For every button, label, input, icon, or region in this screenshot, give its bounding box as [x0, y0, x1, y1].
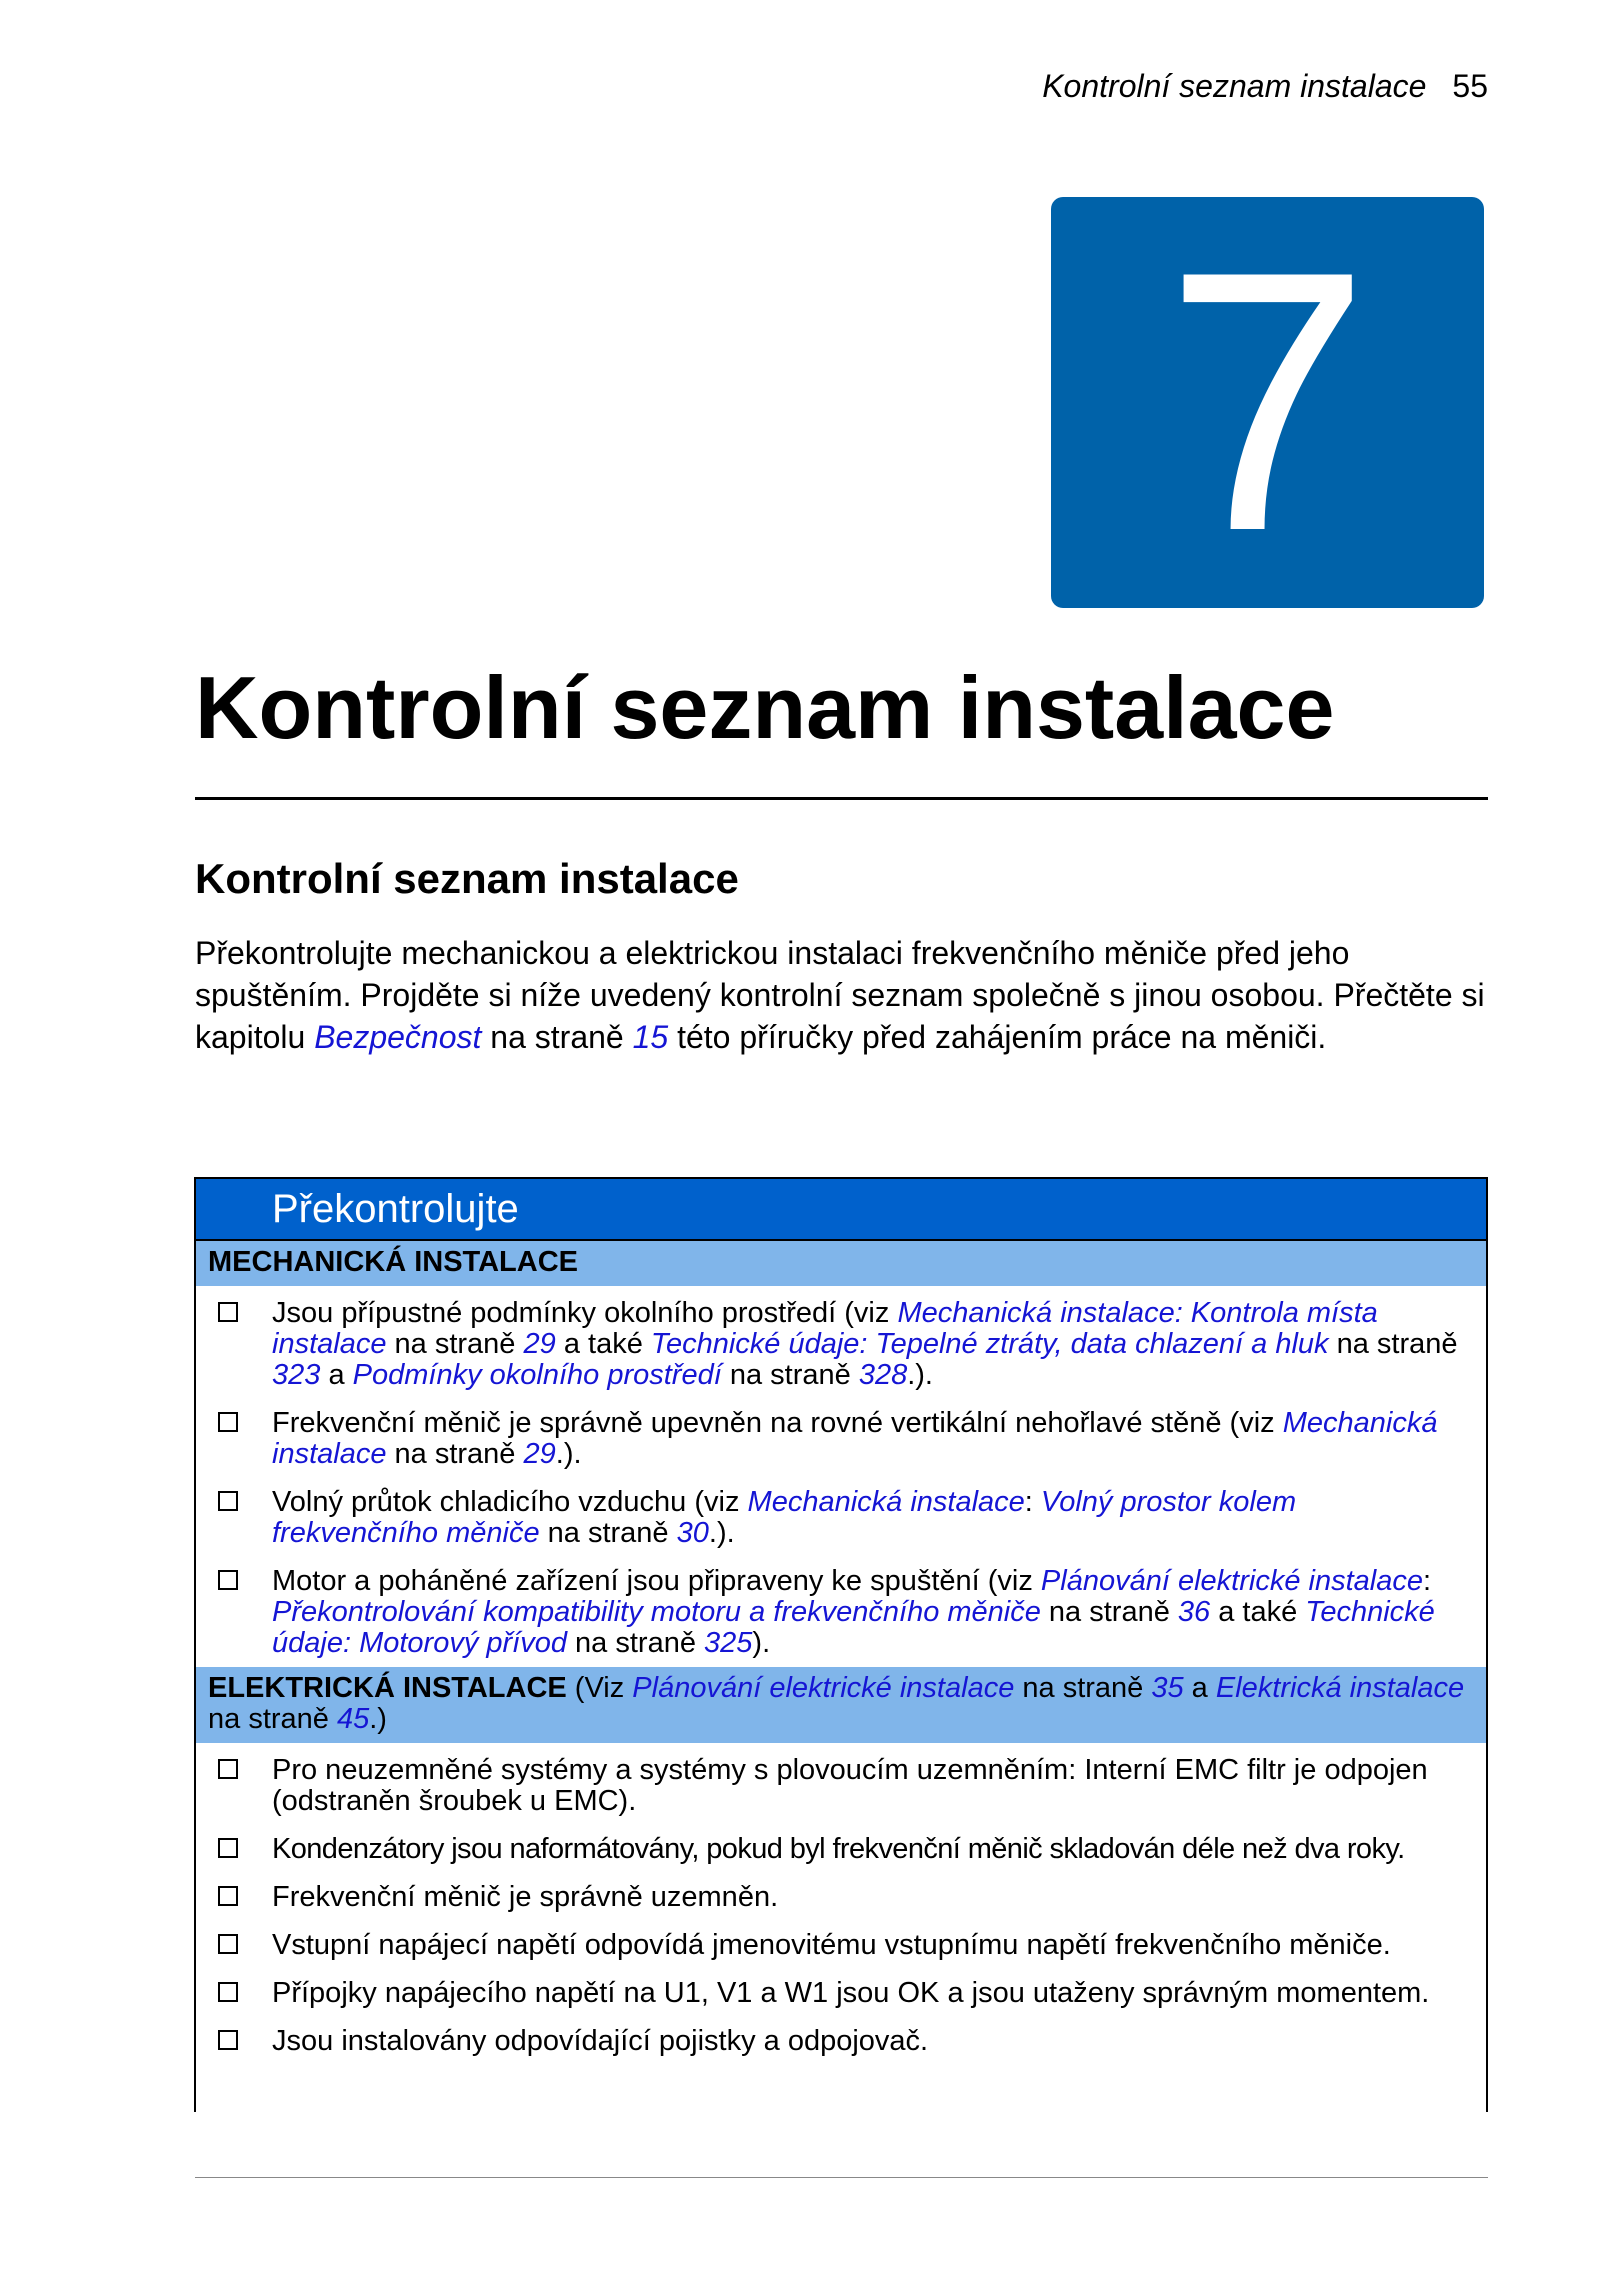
- item-text: a také: [555, 1328, 651, 1360]
- link-page[interactable]: 323: [272, 1359, 321, 1391]
- checklist-item: [196, 1408, 1486, 1470]
- item-text: :: [1422, 1565, 1432, 1597]
- item-text: na straně: [539, 1517, 677, 1549]
- item-text: ).: [752, 1627, 771, 1659]
- checkbox-icon[interactable]: [218, 2030, 238, 2050]
- checkbox-icon[interactable]: [218, 1570, 238, 1590]
- item-text: Přípojky napájecího napětí na U1, V1 a W1 jsou OK a jsou utaženy správným momentem.: [272, 1977, 1430, 2009]
- checkbox-icon[interactable]: [218, 1982, 238, 2002]
- checkbox-icon[interactable]: [218, 1934, 238, 1954]
- link-technical-losses[interactable]: Technické údaje: Tepelné ztráty, data chlazení a hluk: [650, 1328, 1329, 1360]
- item-text: Vstupní napájecí napětí odpovídá jmenovitému vstupnímu napětí frekvenčního měniče.: [272, 1929, 1391, 1961]
- item-text: a také: [1210, 1596, 1306, 1628]
- running-header: [1000, 68, 1488, 105]
- item-text: na straně: [386, 1328, 524, 1360]
- link-page[interactable]: 29: [523, 1328, 556, 1360]
- checklist-item: [196, 1566, 1486, 1659]
- item-text: na straně: [1040, 1596, 1178, 1628]
- checkbox-icon[interactable]: [218, 1302, 238, 1322]
- chapter-title: Kontrolní seznam instalace: [195, 658, 1335, 757]
- link-page[interactable]: 35: [1151, 1672, 1184, 1704]
- checklist-item: [196, 1487, 1486, 1549]
- intro-paragraph: [195, 932, 1495, 1058]
- checkbox-icon[interactable]: [218, 1491, 238, 1511]
- link-mechanical[interactable]: Mechanická instalace: [272, 1407, 1438, 1470]
- link-mechanical-site[interactable]: Mechanická instalace: Kontrola místa instalace: [272, 1297, 1378, 1360]
- section-text: na straně: [1014, 1672, 1152, 1704]
- link-page[interactable]: 29: [523, 1438, 556, 1470]
- item-text: Jsou instalovány odpovídající pojistky a odpojovač.: [272, 2025, 929, 2057]
- link-motor-cable[interactable]: Technické údaje: Motorový přívod: [272, 1596, 1435, 1659]
- link-free-space[interactable]: Volný prostor kolem frekvenčního měniče: [272, 1486, 1297, 1549]
- link-page[interactable]: 36: [1177, 1596, 1211, 1628]
- checkbox-icon[interactable]: [218, 1838, 238, 1858]
- section-title: Kontrolní seznam instalace: [195, 855, 739, 902]
- item-text: .).: [708, 1517, 735, 1549]
- item-text: na straně: [1328, 1328, 1458, 1360]
- section-mechanical-title: MECHANICKÁ INSTALACE: [208, 1246, 579, 1278]
- checklist-header: Překontrolujte: [196, 1179, 1486, 1241]
- link-electrical-planning[interactable]: Plánování elektrické instalace: [632, 1672, 1015, 1704]
- section-text: a: [1183, 1672, 1216, 1704]
- item-text: Frekvenční měnič je správně upevněn na rovné vertikální nehořlavé stěně (viz: [272, 1407, 1283, 1439]
- link-page[interactable]: 45: [336, 1703, 370, 1735]
- item-text: Volný průtok chladicího vzduchu (viz: [272, 1486, 748, 1518]
- item-text: Jsou přípustné podmínky okolního prostředí (viz: [272, 1297, 898, 1329]
- item-text: na straně: [566, 1627, 705, 1659]
- link-ambient[interactable]: Podmínky okolního prostředí: [352, 1359, 722, 1391]
- link-page-15[interactable]: 15: [632, 1019, 669, 1055]
- link-bezpecnost[interactable]: Bezpečnost: [314, 1019, 482, 1055]
- title-divider: [195, 797, 1488, 800]
- checklist-item: [196, 2026, 1486, 2057]
- running-title: Kontrolní seznam instalace: [1042, 68, 1427, 104]
- checklist-item: [196, 1834, 1486, 1865]
- link-electrical-planning[interactable]: Plánování elektrické instalace: [1040, 1565, 1423, 1597]
- checklist-item: [196, 1755, 1486, 1817]
- checkbox-icon[interactable]: [218, 1759, 238, 1779]
- section-text: .): [369, 1703, 387, 1735]
- footer-divider: [195, 2177, 1488, 2178]
- section-electrical-title: ELEKTRICKÁ INSTALACE: [208, 1672, 567, 1704]
- section-mechanical: [196, 1241, 1486, 1286]
- link-page[interactable]: 328: [858, 1359, 908, 1391]
- item-text: Pro neuzemněné systémy a systémy s plovoucím uzemněním: Interní EMC filtr je odpojen (odstraněn šroubek u EMC).: [272, 1754, 1428, 1817]
- item-text: na straně: [386, 1438, 524, 1470]
- item-text: a: [320, 1359, 353, 1391]
- link-page[interactable]: 325: [704, 1627, 753, 1659]
- chapter-badge: [1051, 197, 1484, 608]
- item-text: Frekvenční měnič je správně uzemněn.: [272, 1881, 779, 1913]
- item-text: .).: [907, 1359, 933, 1391]
- checklist-item: [196, 1882, 1486, 1913]
- link-electrical-installation[interactable]: Elektrická instalace: [1215, 1672, 1465, 1704]
- item-text: :: [1024, 1486, 1041, 1518]
- link-page[interactable]: 30: [676, 1517, 709, 1549]
- installation-checklist: [194, 1177, 1488, 2112]
- checklist-item: [196, 1978, 1486, 2009]
- intro-text-1: Překontrolujte mechanickou a elektrickou instalaci frekvenčního měniče před jeho spuštěním. Projděte si níže uvedený kontrolní seznam společně s jinou osobou. Přečtěte si kapitolu: [195, 935, 1485, 1055]
- section-text: (Viz: [566, 1672, 633, 1704]
- page-number: 55: [1452, 68, 1488, 104]
- link-motor-compatibility[interactable]: Překontrolování kompatibility motoru a frekvenčního měniče: [272, 1596, 1041, 1628]
- intro-text-3: této příručky před zahájením práce na měniči.: [668, 1019, 1327, 1055]
- checklist-item: [196, 1298, 1486, 1391]
- item-text: Kondenzátory jsou naformátovány, pokud byl frekvenční měnič skladován déle než dva roky.: [272, 1833, 1405, 1865]
- item-text: Motor a poháněné zařízení jsou připraveny ke spuštění (viz: [272, 1565, 1041, 1597]
- chapter-number: 7: [1164, 195, 1371, 608]
- section-text: na straně: [208, 1703, 337, 1735]
- checkbox-icon[interactable]: [218, 1886, 238, 1906]
- section-electrical: [196, 1667, 1486, 1743]
- item-text: na straně: [721, 1359, 859, 1391]
- item-text: .).: [555, 1438, 582, 1470]
- checkbox-icon[interactable]: [218, 1412, 238, 1432]
- link-mechanical[interactable]: Mechanická instalace: [747, 1486, 1025, 1518]
- intro-text-2: na straně: [481, 1019, 633, 1055]
- checklist-item: [196, 1930, 1486, 1961]
